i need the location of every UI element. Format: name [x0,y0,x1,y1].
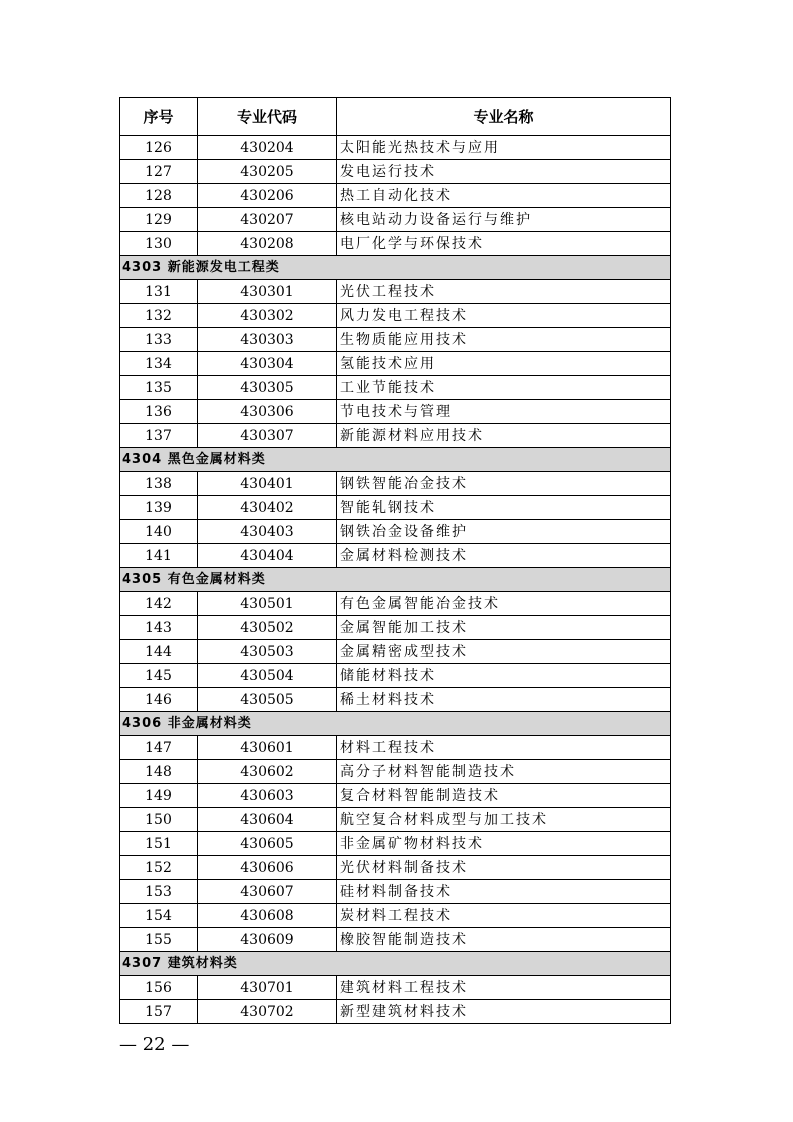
cell-seq: 150 [120,808,198,832]
cell-name: 氢能技术应用 [337,352,671,376]
cell-code: 430404 [198,544,337,568]
table-row [120,424,671,448]
category-row [120,568,671,592]
cell-name: 建筑材料工程技术 [337,976,671,1000]
cell-seq: 126 [120,136,198,160]
table-row [120,328,671,352]
cell-code: 430601 [198,736,337,760]
cell-code: 430304 [198,352,337,376]
table-row [120,664,671,688]
cell-code: 430505 [198,688,337,712]
cell-seq: 144 [120,640,198,664]
table-row [120,232,671,256]
cell-name: 生物质能应用技术 [337,328,671,352]
cell-name: 非金属矿物材料技术 [337,832,671,856]
category-row [120,952,671,976]
cell-name: 节电技术与管理 [337,400,671,424]
header-seq: 序号 [120,98,198,136]
cell-seq: 137 [120,424,198,448]
cell-name: 航空复合材料成型与加工技术 [337,808,671,832]
table-row [120,616,671,640]
cell-code: 430607 [198,880,337,904]
cell-code: 430503 [198,640,337,664]
table-row [120,976,671,1000]
cell-code: 430204 [198,136,337,160]
majors-table [119,97,671,1024]
cell-name: 新型建筑材料技术 [337,1000,671,1024]
cell-name: 核电站动力设备运行与维护 [337,208,671,232]
table-row [120,472,671,496]
cell-seq: 130 [120,232,198,256]
cell-code: 430401 [198,472,337,496]
cell-seq: 143 [120,616,198,640]
table-row [120,160,671,184]
cell-seq: 138 [120,472,198,496]
cell-seq: 156 [120,976,198,1000]
header-name: 专业名称 [337,98,671,136]
cell-code: 430403 [198,520,337,544]
cell-seq: 128 [120,184,198,208]
table-row [120,304,671,328]
cell-name: 钢铁智能冶金技术 [337,472,671,496]
cell-name: 发电运行技术 [337,160,671,184]
table-row [120,880,671,904]
cell-code: 430307 [198,424,337,448]
cell-seq: 157 [120,1000,198,1024]
table-row [120,688,671,712]
cell-name: 金属智能加工技术 [337,616,671,640]
cell-code: 430609 [198,928,337,952]
cell-name: 钢铁冶金设备维护 [337,520,671,544]
table-row [120,208,671,232]
table-row [120,904,671,928]
cell-code: 430504 [198,664,337,688]
cell-seq: 153 [120,880,198,904]
table-row [120,592,671,616]
table-row [120,376,671,400]
table-body [120,136,671,1024]
cell-name: 硅材料制备技术 [337,880,671,904]
cell-name: 热工自动化技术 [337,184,671,208]
cell-seq: 131 [120,280,198,304]
category-label: 4307 建筑材料类 [120,952,671,976]
page-number: — 22 — [119,1034,190,1055]
category-label: 4304 黑色金属材料类 [120,448,671,472]
cell-seq: 155 [120,928,198,952]
cell-seq: 154 [120,904,198,928]
category-row [120,712,671,736]
cell-code: 430501 [198,592,337,616]
table-row [120,400,671,424]
cell-name: 储能材料技术 [337,664,671,688]
cell-name: 高分子材料智能制造技术 [337,760,671,784]
cell-seq: 136 [120,400,198,424]
cell-seq: 152 [120,856,198,880]
cell-code: 430608 [198,904,337,928]
cell-code: 430306 [198,400,337,424]
cell-name: 电厂化学与环保技术 [337,232,671,256]
cell-seq: 132 [120,304,198,328]
cell-code: 430402 [198,496,337,520]
cell-name: 材料工程技术 [337,736,671,760]
cell-seq: 134 [120,352,198,376]
cell-seq: 129 [120,208,198,232]
table-row [120,520,671,544]
cell-code: 430701 [198,976,337,1000]
cell-name: 新能源材料应用技术 [337,424,671,448]
table-row [120,280,671,304]
table-row [120,544,671,568]
cell-name: 风力发电工程技术 [337,304,671,328]
table-row [120,928,671,952]
cell-name: 有色金属智能冶金技术 [337,592,671,616]
table-row [120,1000,671,1024]
cell-code: 430303 [198,328,337,352]
table-header-row [120,98,671,136]
cell-name: 金属精密成型技术 [337,640,671,664]
cell-code: 430305 [198,376,337,400]
cell-seq: 142 [120,592,198,616]
cell-seq: 127 [120,160,198,184]
cell-code: 430602 [198,760,337,784]
cell-name: 炭材料工程技术 [337,904,671,928]
cell-code: 430208 [198,232,337,256]
cell-name: 智能轧钢技术 [337,496,671,520]
table-row [120,496,671,520]
category-row [120,256,671,280]
header-code: 专业代码 [198,98,337,136]
category-label: 4306 非金属材料类 [120,712,671,736]
cell-seq: 141 [120,544,198,568]
cell-code: 430603 [198,784,337,808]
cell-seq: 146 [120,688,198,712]
cell-seq: 140 [120,520,198,544]
cell-seq: 133 [120,328,198,352]
cell-code: 430205 [198,160,337,184]
cell-code: 430206 [198,184,337,208]
cell-name: 橡胶智能制造技术 [337,928,671,952]
category-label: 4303 新能源发电工程类 [120,256,671,280]
cell-name: 太阳能光热技术与应用 [337,136,671,160]
table-row [120,832,671,856]
cell-code: 430606 [198,856,337,880]
cell-code: 430604 [198,808,337,832]
cell-seq: 151 [120,832,198,856]
table-row [120,184,671,208]
cell-code: 430605 [198,832,337,856]
cell-seq: 139 [120,496,198,520]
cell-name: 工业节能技术 [337,376,671,400]
table-row [120,352,671,376]
category-label: 4305 有色金属材料类 [120,568,671,592]
table-row [120,640,671,664]
cell-name: 光伏工程技术 [337,280,671,304]
cell-seq: 149 [120,784,198,808]
table-row [120,136,671,160]
table-row [120,784,671,808]
cell-seq: 135 [120,376,198,400]
table-row [120,736,671,760]
table-row [120,760,671,784]
cell-seq: 148 [120,760,198,784]
cell-seq: 147 [120,736,198,760]
cell-name: 金属材料检测技术 [337,544,671,568]
cell-code: 430207 [198,208,337,232]
cell-code: 430702 [198,1000,337,1024]
category-row [120,448,671,472]
cell-name: 稀土材料技术 [337,688,671,712]
cell-code: 430502 [198,616,337,640]
table-row [120,808,671,832]
cell-code: 430301 [198,280,337,304]
cell-name: 复合材料智能制造技术 [337,784,671,808]
cell-name: 光伏材料制备技术 [337,856,671,880]
table-row [120,856,671,880]
cell-seq: 145 [120,664,198,688]
cell-code: 430302 [198,304,337,328]
